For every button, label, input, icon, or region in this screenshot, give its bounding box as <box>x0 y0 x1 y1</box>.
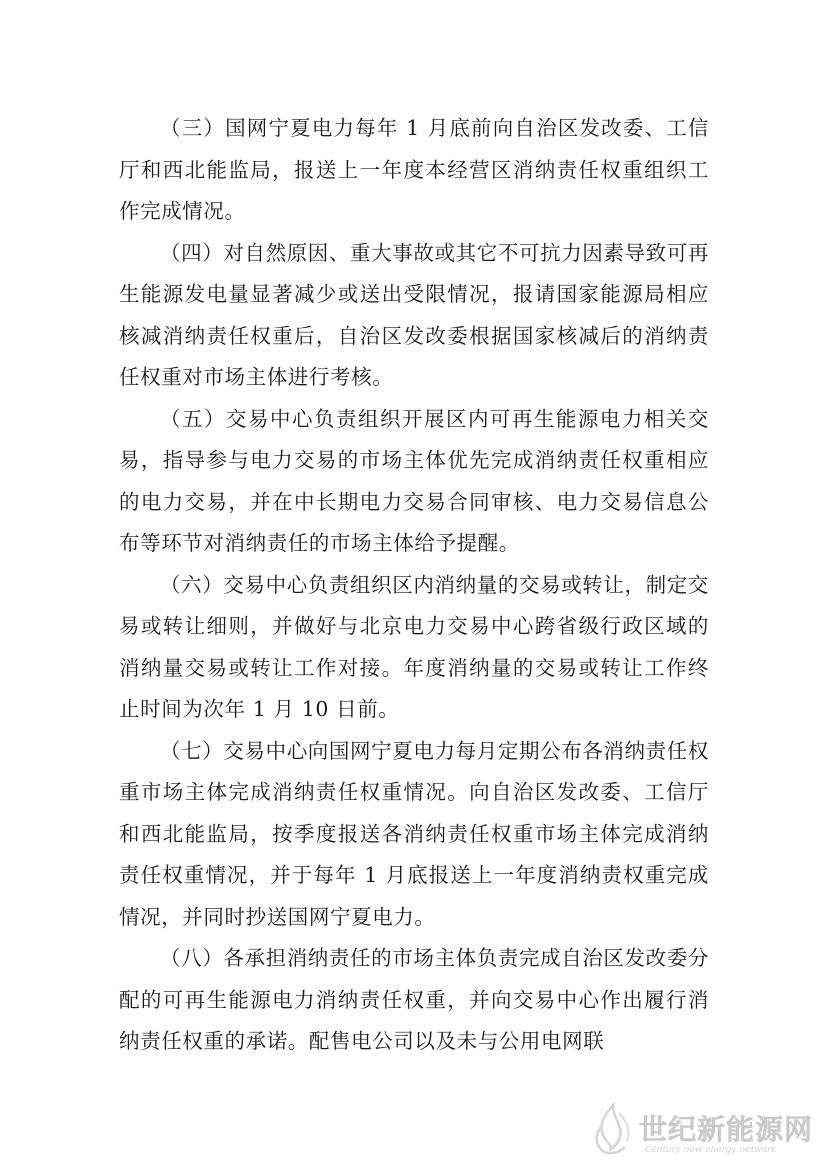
paragraph-6: （六）交易中心负责组织区内消纳量的交易或转让，制定交易或转让细则，并做好与北京电力交易中心跨省级行政区域的消纳量交易或转让工作对接。年度消纳量的交易或转让工作终止时间为次年 1 月 10 日前。 <box>119 572 709 721</box>
watermark <box>589 1103 813 1155</box>
paragraph-8: （八）各承担消纳责任的市场主体负责完成自治区发改委分配的可再生能源电力消纳责任权重，并向交易中心作出履行消纳责任权重的承诺。配售电公司以及未与公用电网联 <box>119 946 709 1053</box>
paragraph-4: （四）对自然原因、重大事故或其它不可抗力因素导致可再生能源发电量显著减少或送出受限情况，报请国家能源局相应核减消纳责任权重后，自治区发改委根据国家核减后的消纳责任权重对市场主体进行考核。 <box>119 240 709 389</box>
flame-logo-icon <box>589 1103 635 1155</box>
watermark-subtitle: Century new energy network <box>644 1145 777 1155</box>
paragraph-7: （七）交易中心向国网宁夏电力每月定期公布各消纳责任权重市场主体完成消纳责任权重情况。向自治区发改委、工信厅和西北能监局，按季度报送各消纳责任权重市场主体完成消纳责任权重情况，并于每年 1 月底报送上一年度消纳责权重完成情况，并同时抄送国网宁夏电力。 <box>119 738 709 929</box>
document-body <box>119 108 709 1063</box>
watermark-name: 世纪新能源网 <box>638 1113 813 1146</box>
paragraph-5: （五）交易中心负责组织开展区内可再生能源电力相关交易，指导参与电力交易的市场主体优先完成消纳责任权重相应的电力交易，并在中长期电力交易合同审核、电力交易信息公布等环节对消纳责任的市场主体给予提醒。 <box>119 406 709 555</box>
paragraph-3: （三）国网宁夏电力每年 1 月底前向自治区发改委、工信厅和西北能监局，报送上一年度本经营区消纳责任权重组织工作完成情况。 <box>119 116 709 223</box>
